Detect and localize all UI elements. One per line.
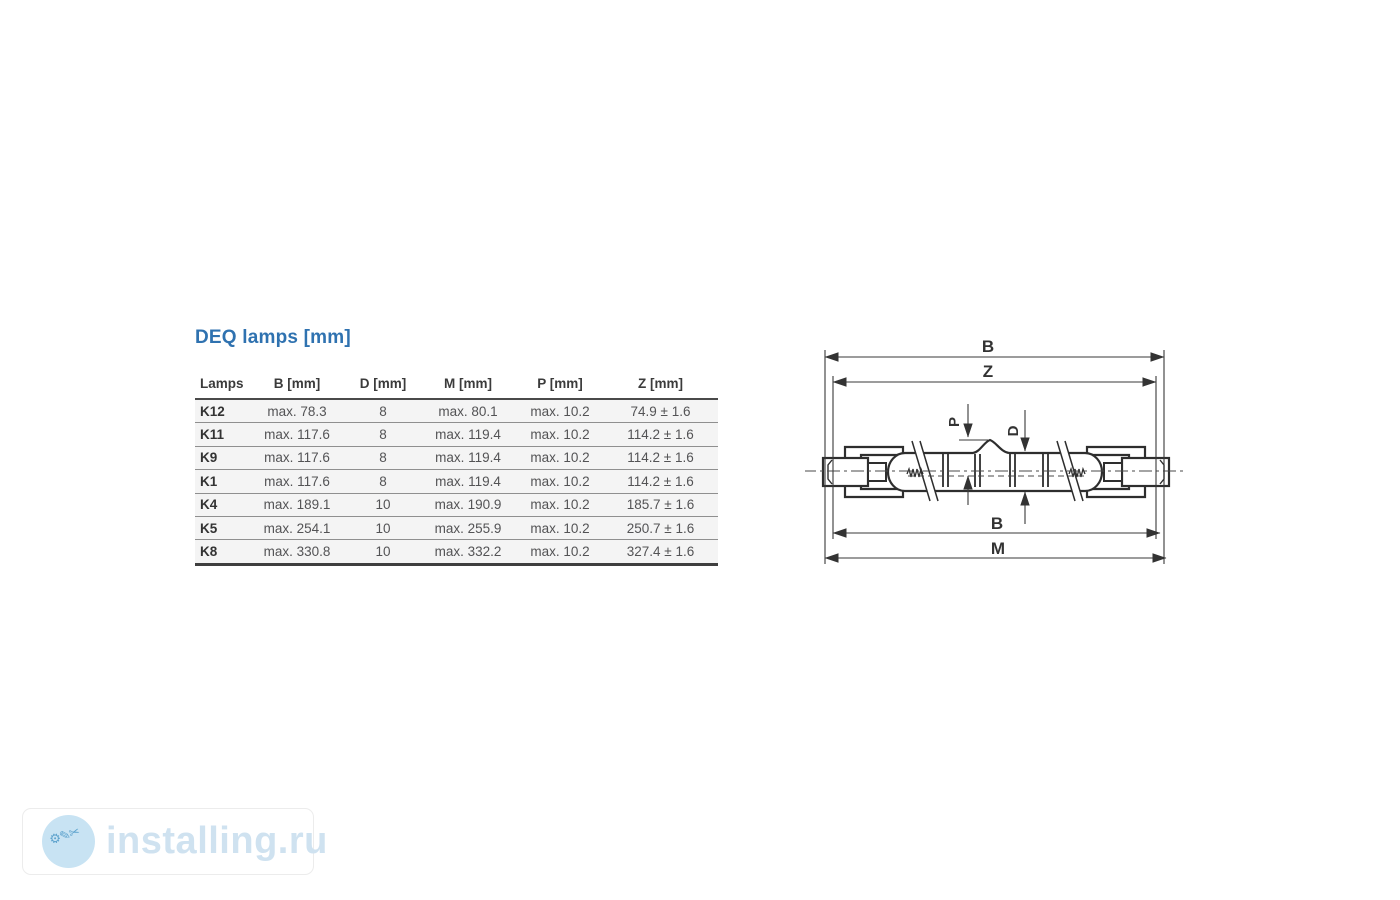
value-p: max. 10.2 xyxy=(530,450,590,466)
value-d: 8 xyxy=(379,427,387,443)
table-row xyxy=(195,423,718,446)
value-m: max. 119.4 xyxy=(435,450,501,466)
value-b: max. 78.3 xyxy=(267,403,327,419)
value-z: 114.2 ± 1.6 xyxy=(627,427,694,443)
value-d: 8 xyxy=(379,450,387,466)
deq-lamps-table xyxy=(195,369,718,566)
dim-label-b-bottom: B xyxy=(990,514,1004,533)
value-m: max. 119.4 xyxy=(435,427,501,443)
dim-label-p: P xyxy=(946,416,963,428)
lamp-dimension-diagram xyxy=(805,335,1185,575)
value-b: max. 117.6 xyxy=(264,473,330,489)
value-p: max. 10.2 xyxy=(530,473,590,489)
dim-label-m: M xyxy=(990,539,1006,558)
lamp-name: K5 xyxy=(200,520,218,536)
column-header-p: P [mm] xyxy=(537,376,583,391)
column-header-z: Z [mm] xyxy=(638,376,683,391)
table-row xyxy=(195,517,718,540)
value-z: 74.9 ± 1.6 xyxy=(630,403,691,419)
lamp-name: K9 xyxy=(200,450,218,466)
value-z: 185.7 ± 1.6 xyxy=(626,497,695,513)
table-row xyxy=(195,494,718,517)
table-header-row xyxy=(195,369,718,400)
column-header-d: D [mm] xyxy=(359,376,407,391)
table-row xyxy=(195,540,718,565)
value-b: max. 189.1 xyxy=(263,497,331,513)
column-header-m: M [mm] xyxy=(444,376,492,391)
value-d: 8 xyxy=(379,473,387,489)
section-title: DEQ lamps [mm] xyxy=(195,327,351,348)
value-d: 8 xyxy=(379,403,387,419)
lamp-name: K11 xyxy=(200,427,225,443)
column-header-lamps: Lamps xyxy=(200,376,244,391)
value-z: 114.2 ± 1.6 xyxy=(627,473,694,489)
table-row xyxy=(195,447,718,470)
installing-ru-logo-icon: ⚙✎✂ xyxy=(42,815,95,868)
value-p: max. 10.2 xyxy=(530,403,590,419)
value-b: max. 117.6 xyxy=(264,450,330,466)
value-p: max. 10.2 xyxy=(530,520,590,536)
value-b: max. 254.1 xyxy=(263,520,331,536)
column-header-b: B [mm] xyxy=(273,376,321,391)
table-row xyxy=(195,400,718,423)
dim-label-b-top: B xyxy=(981,337,995,356)
value-d: 10 xyxy=(375,520,391,536)
value-d: 10 xyxy=(375,544,391,560)
dim-label-z: Z xyxy=(982,362,994,381)
value-z: 114.2 ± 1.6 xyxy=(627,450,694,466)
lamp-name: K1 xyxy=(200,473,218,489)
watermark-card xyxy=(22,808,328,875)
lamp-name: K4 xyxy=(200,497,218,513)
value-m: max. 190.9 xyxy=(434,497,502,513)
value-m: max. 255.9 xyxy=(434,520,502,536)
value-z: 250.7 ± 1.6 xyxy=(626,520,695,536)
value-z: 327.4 ± 1.6 xyxy=(626,544,695,560)
value-b: max. 117.6 xyxy=(264,427,330,443)
watermark-text: installing.ru xyxy=(106,820,328,862)
value-p: max. 10.2 xyxy=(530,544,590,560)
value-m: max. 80.1 xyxy=(438,403,498,419)
value-m: max. 332.2 xyxy=(434,544,502,560)
dim-label-d: D xyxy=(1005,425,1022,437)
value-p: max. 10.2 xyxy=(530,427,590,443)
lamp-name: K12 xyxy=(200,403,225,419)
value-b: max. 330.8 xyxy=(263,544,331,560)
value-m: max. 119.4 xyxy=(435,473,501,489)
table-row xyxy=(195,470,718,493)
value-d: 10 xyxy=(375,497,391,513)
lamp-name: K8 xyxy=(200,544,218,560)
value-p: max. 10.2 xyxy=(530,497,590,513)
